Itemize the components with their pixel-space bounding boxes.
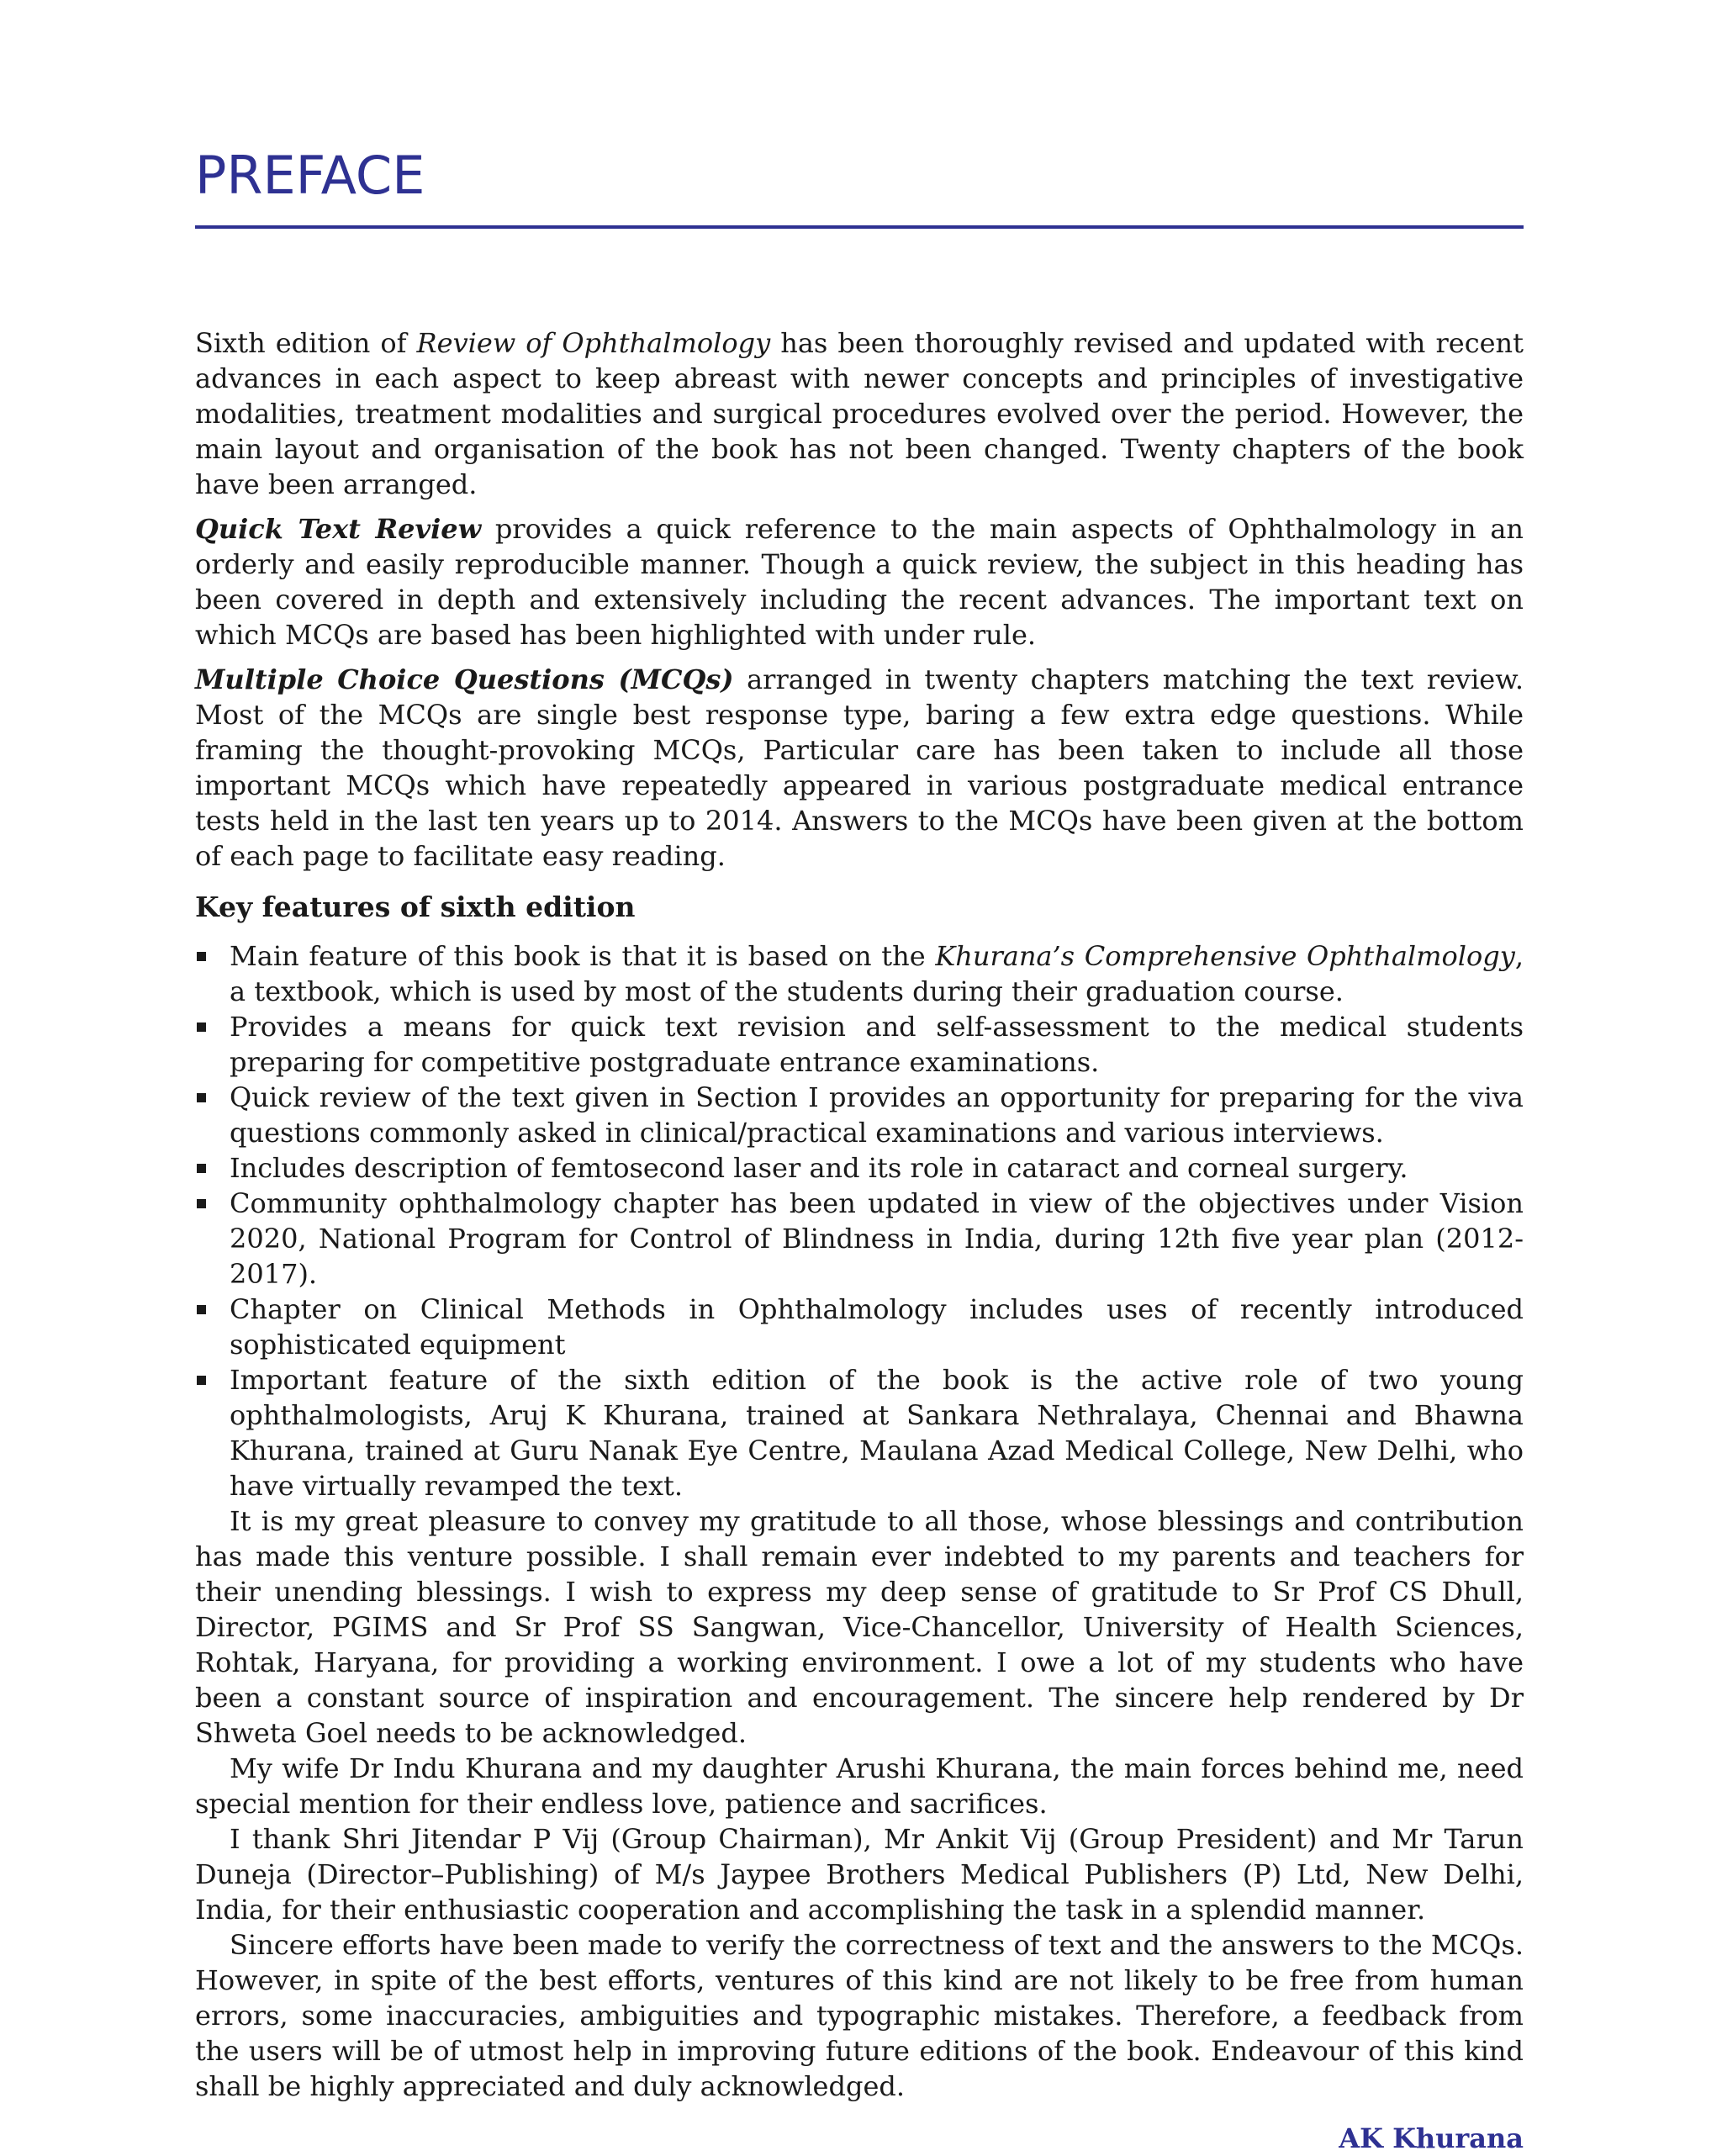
intro-paragraph — [195, 325, 1524, 502]
feature-1-pre: Main feature of this book is that it is based on the — [230, 940, 936, 972]
page-title: PREFACE — [195, 145, 425, 206]
features-list — [195, 938, 1524, 1503]
quick-text-paragraph — [195, 511, 1524, 653]
features-heading: Key features of sixth edition — [195, 890, 636, 923]
list-item — [195, 1362, 1524, 1503]
feature-1-post: , a textbook, which is used by most of the students during their graduation course. — [230, 940, 1524, 1007]
feature-1-book-title: Khurana’s Comprehensive Ophthalmology — [935, 940, 1515, 972]
mcq-paragraph — [195, 662, 1524, 874]
feature-text: Quick review of the text given in Section I provides an opportunity for preparing for the viva questions commonly asked in clinical/practical examinations and various interviews. — [230, 1081, 1524, 1149]
bullet-square-icon — [197, 1164, 206, 1173]
list-item — [195, 1186, 1524, 1292]
mcq-lead: Multiple Choice Questions (MCQs) — [195, 663, 734, 695]
quick-text-lead: Quick Text Review — [195, 513, 482, 545]
feature-text: Chapter on Clinical Methods in Ophthalmology includes uses of recently introduced sophisticated equipment — [230, 1293, 1524, 1361]
intro-post: has been thoroughly revised and updated with recent advances in each aspect to keep abreast with newer concepts and principles of investigative modalities, treatment modalities and surgical procedures evolved over the period. However, the main layout and organisation of the book has not been changed. Twenty chapters of the book have been arranged. — [195, 327, 1524, 500]
feature-text: Includes description of femtosecond laser and its role in cataract and corneal surgery. — [230, 1152, 1408, 1184]
list-item — [195, 1150, 1524, 1186]
feedback-paragraph: Sincere efforts have been made to verify the correctness of text and the answers to the MCQs. However, in spite of the best efforts, ventures of this kind are not likely to be free from human errors, some inaccuracies, ambiguities and typographic mistakes. Therefore, a feedback from the users will be of utmost help in improving future editions of the book. Endeavour of this kind shall be highly appreciated and duly acknowledged. — [195, 1929, 1524, 2102]
list-item — [195, 1080, 1524, 1150]
bullet-square-icon — [197, 1093, 206, 1102]
title-underline — [195, 225, 1524, 229]
mcq-body: arranged in twenty chapters matching the text review. Most of the MCQs are single best response type, baring a few extra edge questions. While framing the thought-provoking MCQs, Particular care has been taken to include all those important MCQs which have repeatedly appeared in various postgraduate medical entrance tests held in the last ten years up to 2014. Answers to the MCQs have been given at the bottom of each page to facilitate easy reading. — [195, 663, 1524, 872]
book-title: Review of Ophthalmology — [416, 327, 771, 359]
bullet-square-icon — [197, 1199, 206, 1208]
gratitude-paragraph: It is my great pleasure to convey my gratitude to all those, whose blessings and contribution has made this venture possible. I shall remain ever indebted to my parents and teachers for their unending blessings. I wish to express my deep sense of gratitude to Sr Prof CS Dhull, Director, PGIMS and Sr Prof SS Sangwan, Vice-Chancellor, University of Health Sciences, Rohtak, Haryana, for providing a working environment. I owe a lot of my students who have been a constant source of inspiration and encouragement. The sincere help rendered by Dr Shweta Goel needs to be acknowledged. — [195, 1505, 1524, 1749]
author-signature: AK Khurana — [1339, 2122, 1524, 2154]
feature-text: Important feature of the sixth edition of the book is the active role of two young ophthalmologists, Aruj K Khurana, trained at Sankara Nethralaya, Chennai and Bhawna Khurana, trained at Guru Nanak Eye Centre, Maulana Azad Medical College, New Delhi, who have virtually revamped the text. — [230, 1364, 1524, 1502]
bullet-square-icon — [197, 1376, 206, 1385]
publisher-thanks-paragraph: I thank Shri Jitendar P Vij (Group Chairman), Mr Ankit Vij (Group President) and Mr Tarun Duneja (Director–Publishing) of M/s Jaypee Brothers Medical Publishers (P) Ltd, New Delhi, India, for their enthusiastic cooperation and accomplishing the task in a splendid manner. — [195, 1823, 1524, 1926]
family-paragraph: My wife Dr Indu Khurana and my daughter Arushi Khurana, the main forces behind me, need special mention for their endless love, patience and sacrifices. — [195, 1752, 1524, 1820]
quick-text-body: provides a quick reference to the main aspects of Ophthalmology in an orderly and easily reproducible manner. Though a quick review, the subject in this heading has been covered in depth and extensively including the recent advances. The important text on which MCQs are based has been highlighted with under rule. — [195, 513, 1524, 651]
bullet-square-icon — [197, 1023, 206, 1032]
list-item — [195, 1009, 1524, 1080]
feature-text: Provides a means for quick text revision and self-assessment to the medical students preparing for competitive postgraduate entrance examinations. — [230, 1011, 1524, 1078]
list-item — [195, 938, 1524, 1009]
feature-text: Community ophthalmology chapter has been updated in view of the objectives under Vision 2020, National Program for Control of Blindness in India, during 12th five year plan (2012-2017). — [230, 1187, 1524, 1290]
intro-pre: Sixth edition of — [195, 327, 417, 359]
preface-body — [195, 325, 1524, 2156]
bullet-square-icon — [197, 1305, 206, 1314]
list-item — [195, 1292, 1524, 1362]
bullet-square-icon — [197, 952, 206, 961]
